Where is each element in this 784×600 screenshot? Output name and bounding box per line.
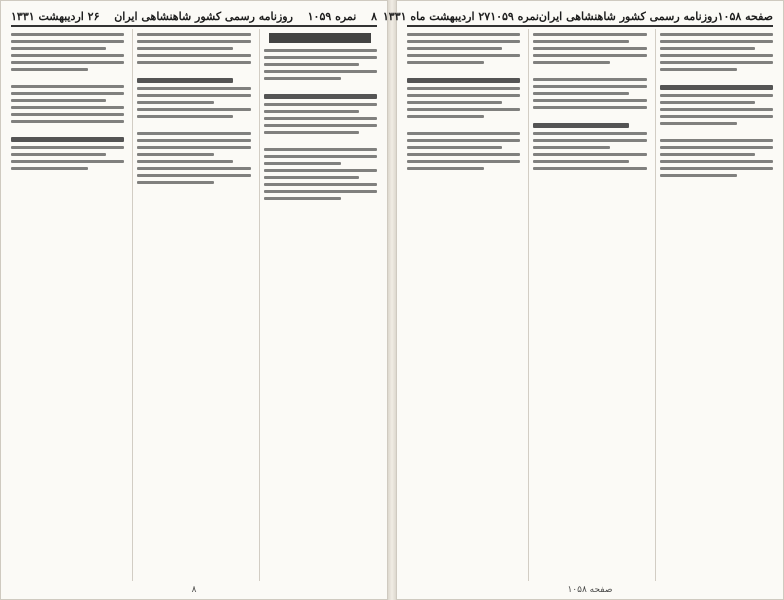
text-line [533,139,646,142]
text-line [533,123,628,128]
left-col-1 [259,29,377,581]
text-line [264,148,377,151]
text-line [137,40,250,43]
left-col-1-heading [269,33,371,43]
left-date: ۲۶ اردیبهشت ۱۳۳۱ [11,9,100,23]
text-line [407,108,520,111]
text-line [11,106,124,109]
right-footer-page-number: صفحه ۱۰۵۸ [567,585,613,595]
text-line [137,139,250,142]
left-gazette-name: روزنامه رسمی کشور شاهنشاهی ایران [114,9,293,23]
left-body [11,29,377,581]
text-line [407,47,502,50]
text-line [660,33,773,36]
text-line [660,47,755,50]
text-line [137,181,214,184]
text-line [660,115,773,118]
text-line [533,61,610,64]
text-line [407,87,520,90]
text-line [264,155,377,158]
text-line [11,153,106,156]
text-line [137,108,250,111]
right-page [382,0,784,600]
text-line [264,124,377,127]
text-line [137,167,250,170]
text-line [11,167,88,170]
text-line [533,153,646,156]
text-line [533,99,646,102]
text-line [660,146,773,149]
text-line [660,122,737,125]
text-line [137,33,250,36]
text-line [407,115,484,118]
text-line [264,56,377,59]
text-line [660,108,773,111]
text-line [264,63,359,66]
text-line [264,190,377,193]
text-line [264,117,377,120]
text-line [11,92,124,95]
text-line [533,132,646,135]
text-line [11,160,124,163]
text-line [264,197,341,200]
text-line [660,40,773,43]
text-line [264,110,359,113]
text-line [533,85,646,88]
text-line [407,40,520,43]
text-line [660,94,773,97]
text-line [407,33,520,36]
text-line [660,61,773,64]
text-line [533,33,646,36]
text-line [660,54,773,57]
left-col-3 [11,29,124,581]
text-line [137,160,232,163]
text-line [11,113,124,116]
left-col-2 [132,29,250,581]
text-line [533,146,610,149]
text-line [533,167,646,170]
text-line [137,78,232,83]
text-line [11,146,124,149]
text-line [137,146,250,149]
right-date: ۲۷ اردیبهشت ماه ۱۳۳۱ [382,9,491,23]
text-line [407,146,502,149]
text-line [11,99,106,102]
text-line [11,40,124,43]
text-line [660,101,755,104]
text-line [11,33,124,36]
page-gutter [388,0,396,600]
text-line [137,101,214,104]
right-page-number: صفحه ۱۰۵۸ [717,9,773,23]
text-line [264,49,377,52]
text-line [407,167,484,170]
text-line [533,54,646,57]
text-line [264,70,377,73]
text-line [11,54,124,57]
text-line [264,77,341,80]
text-line [264,176,359,179]
right-gazette-name: روزنامه رسمی کشور شاهنشاهی ایران [538,9,718,23]
text-line [264,131,359,134]
text-line [137,115,232,118]
left-issue: نمره ۱۰۵۹ [307,9,357,23]
text-line [137,153,214,156]
text-line [533,40,628,43]
text-line [407,101,502,104]
text-line [407,139,520,142]
right-footer [407,585,773,595]
text-line [11,61,124,64]
text-line [407,132,520,135]
text-line [137,132,250,135]
left-masthead [11,7,377,27]
text-line [660,68,737,71]
text-line [407,153,520,156]
right-col-2 [528,29,646,581]
text-line [264,169,377,172]
right-col-3 [407,29,520,581]
left-page [0,0,388,600]
text-line [137,47,232,50]
text-line [11,85,124,88]
text-line [11,137,124,142]
text-line [533,92,628,95]
right-issue: نمره ۱۰۵۹ [490,9,539,23]
text-line [533,47,646,50]
text-line [137,94,250,97]
text-line [660,174,737,177]
text-line [407,78,520,83]
text-line [137,174,250,177]
text-line [660,85,773,90]
text-line [407,160,520,163]
text-line [264,162,341,165]
text-line [660,167,773,170]
text-line [533,106,646,109]
left-footer-page-number: ۸ [191,585,197,595]
text-line [533,78,646,81]
text-line [660,153,755,156]
text-line [137,54,250,57]
text-line [660,139,773,142]
right-col-1 [655,29,773,581]
text-line [11,47,106,50]
right-masthead [382,7,773,27]
text-line [264,183,377,186]
text-line [264,94,377,99]
text-line [264,103,377,106]
text-line [660,160,773,163]
left-page-number: ۸ [371,9,377,23]
text-line [533,160,628,163]
text-line [137,61,250,64]
text-line [137,87,250,90]
text-line [11,120,124,123]
text-line [407,94,520,97]
text-line [11,68,88,71]
text-line [407,61,484,64]
left-footer [11,585,377,595]
right-body [407,29,773,581]
text-line [407,54,520,57]
